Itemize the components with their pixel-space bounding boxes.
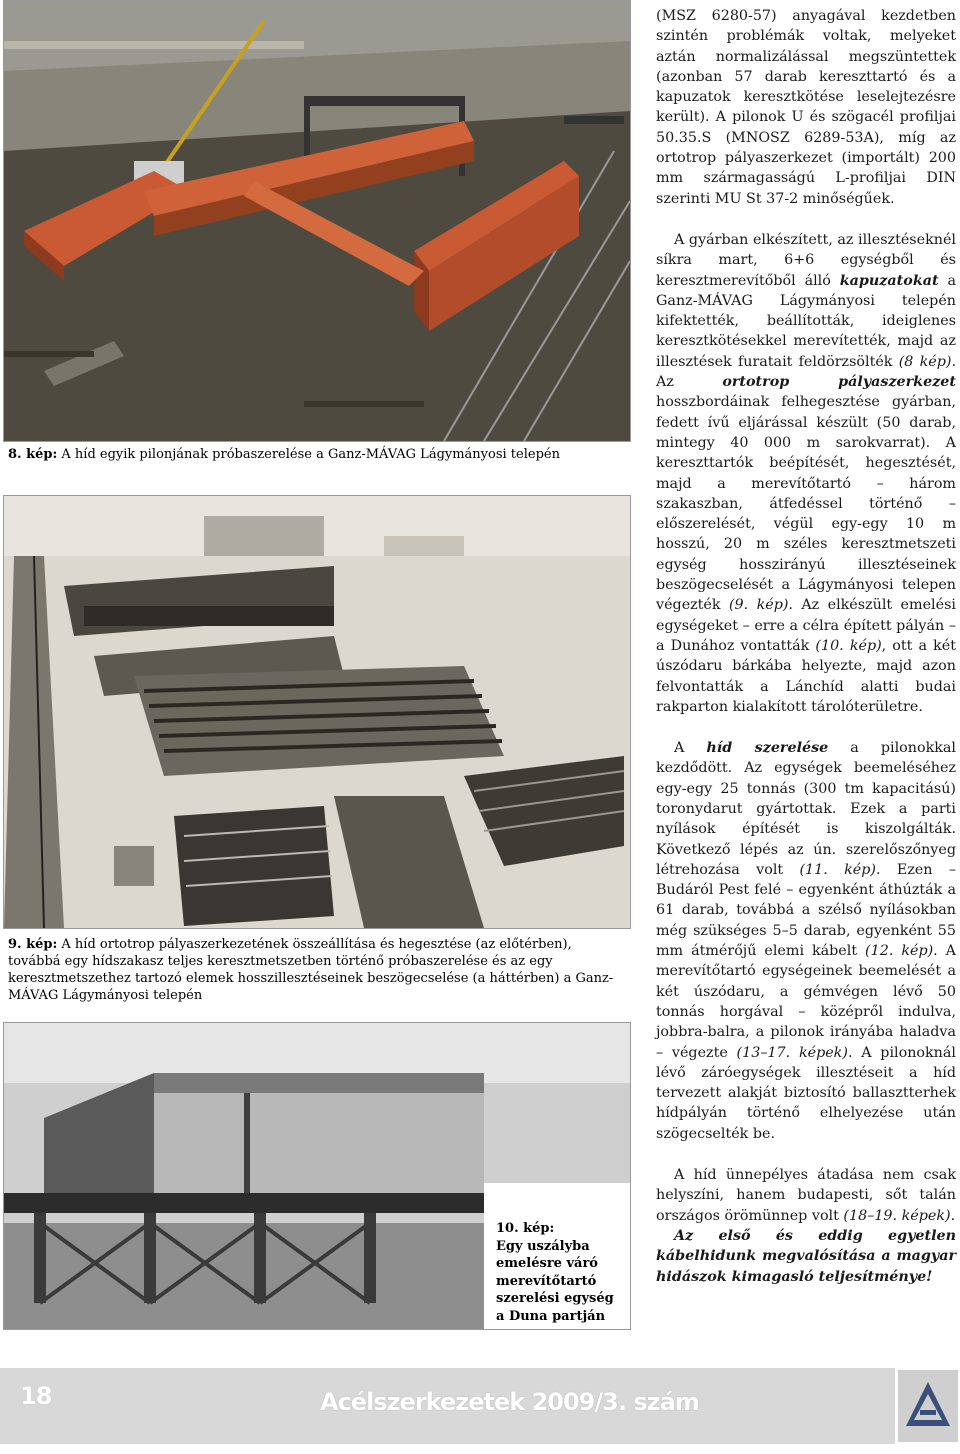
text-run: híd szerelése — [706, 740, 829, 757]
publication-title: Acélszerkezetek 2009/3. szám — [320, 1388, 699, 1416]
body-text-column — [656, 6, 956, 1287]
figure-10-caption-number: 10. kép: — [496, 1221, 555, 1236]
text-run: A híd ünnepélyes átadása nem csak helyszíni, hanem budapesti, sőt talán országos örömünnep volt — [656, 1167, 956, 1224]
paragraph-4 — [656, 1165, 956, 1226]
paragraph-1: (MSZ 6280-57) anyagával kezdetben szintén problémák voltak, melyeket aztán normalizálással megszüntettek (azonban 57 darab kereszttartó és a kapuzatok keresztkötése leselejtezésre került). A pilonok U és szögacél profiljai 50.35.S (MNOSZ 6289-53A), míg az ortotrop pályaszerkezet (importált) 200 mm szármagasságú L-profiljai DIN szerinti MU St 37-2 minőségűek. — [656, 8, 956, 207]
text-run: (8 kép) — [898, 353, 952, 370]
page-number: 18 — [20, 1382, 52, 1410]
publisher-logo — [898, 1370, 958, 1442]
figure-8-caption-number: 8. kép: — [8, 447, 58, 462]
text-run: (12. kép) — [865, 943, 934, 960]
text-run: a Ganz-MÁVAG Lágymányosi telepén kifektették, beállították, ideiglenes keresztkötésekkel merevítették, majd az illesztések furatait feldörzsölték — [656, 272, 957, 370]
text-run: A — [674, 740, 707, 757]
text-run: (18–19. képek) — [843, 1207, 951, 1224]
figure-10-caption-text: Egy uszályba emelésre váró merevítőtartó szerelési egység a Duna partján — [496, 1238, 614, 1324]
text-run: A gyárban elkészített, az illesztéseknél síkra mart, 6+6 egységből és keresztmerevítőből álló — [656, 231, 956, 289]
text-run: (10. kép) — [815, 637, 882, 654]
triangle-logo-icon — [898, 1370, 958, 1442]
text-run: . A pilonoknál lévő záróegységek illesztéseit a híd tervezett alakját biztosító ballasztterhek hídpályán történő elhelyezése után szögecselték be. — [656, 1044, 956, 1142]
paragraph-5-closing: Az első és eddig egyetlen kábelhidunk megvalósítása a magyar hidászok kimagasló teljesítménye! — [656, 1227, 956, 1285]
text-run: (9. kép) — [728, 597, 789, 614]
text-run: hosszbordáinak felhegesztése gyárban, fedett ívű eljárással készült (50 darab, mintegy 40 000 m sarokvarrat). A kereszttartók beépítését, hegesztését, majd a merevítőtartó – három szakaszban, átfedéssel történő – előszerelését, végül egy-egy 10 m hosszú, 20 m széles keresztmetszeti egység hosszirányú illesztéseinek beszögecselését a Lágymányosi telepen végezték — [656, 394, 956, 614]
paragraph-3 — [656, 738, 956, 1144]
figure-9-caption-number: 9. kép: — [8, 937, 58, 952]
figure-10-caption — [496, 1220, 616, 1325]
text-run: a pilonokkal kezdődött. Az egységek beemeléséhez egy-egy 25 tonnás (300 tm kapacitású) toronydarut gyártottak. Ezek a parti nyílások építését is kiszolgálták. Következő lépés az ún. szerelőszőnyeg létrehozása volt — [656, 740, 956, 878]
figure-9-photo — [3, 495, 631, 929]
figure-8-caption-text: A híd egyik pilonjának próbaszerelése a Ganz-MÁVAG Lágymányosi telepén — [57, 447, 560, 462]
text-run: kapuzatokat — [839, 272, 939, 289]
text-run: . A merevítőtartó egységeinek beemelését a két úszódaru, a gémvégen lévő 50 tonnás horgával – középről indulva, jobbra-balra, a pilonok irányába haladva – végezte — [656, 943, 956, 1061]
text-run: , ott a két úszódaru bárkába helyezte, majd azon felvontatták a Lánchíd alatti budai rakparton kialakított tárolóterületre. — [656, 637, 956, 715]
text-run: (13–17. képek) — [736, 1044, 848, 1061]
figure-9-caption-text: A híd ortotrop pályaszerkezetének összeállítása és hegesztése (az előtérben), továbbá egy hídszakasz teljes keresztmetszetben történő próbaszerelése és az egy keresztmetszethez tartozó elemek hosszillesztéseinek beszögecselése (a háttérben) a Ganz-MÁVAG Lágymányosi telepén — [8, 937, 614, 1003]
figure-9-caption — [8, 936, 616, 1004]
text-run: . Az — [656, 353, 956, 391]
figure-8-photo — [3, 0, 631, 442]
text-run: (11. kép) — [799, 861, 876, 878]
paragraph-2 — [656, 230, 956, 717]
text-run: ortotrop pályaszerkezet — [722, 374, 957, 391]
figure-8-caption — [8, 446, 628, 463]
text-run: . Az elkészült emelési egységeket – erre a célra épített pályán – a Dunához vontatták — [656, 597, 956, 654]
page-footer — [0, 1366, 960, 1454]
text-run: . — [950, 1207, 956, 1224]
text-run: . Ezen – Budáról Pest felé – egyenként áthúzták a 61 darab, továbbá a szélső nyílásokban még szükséges 5–5 darab, egyenként 55 mm átmérőjű elemi kábelt — [656, 861, 957, 960]
